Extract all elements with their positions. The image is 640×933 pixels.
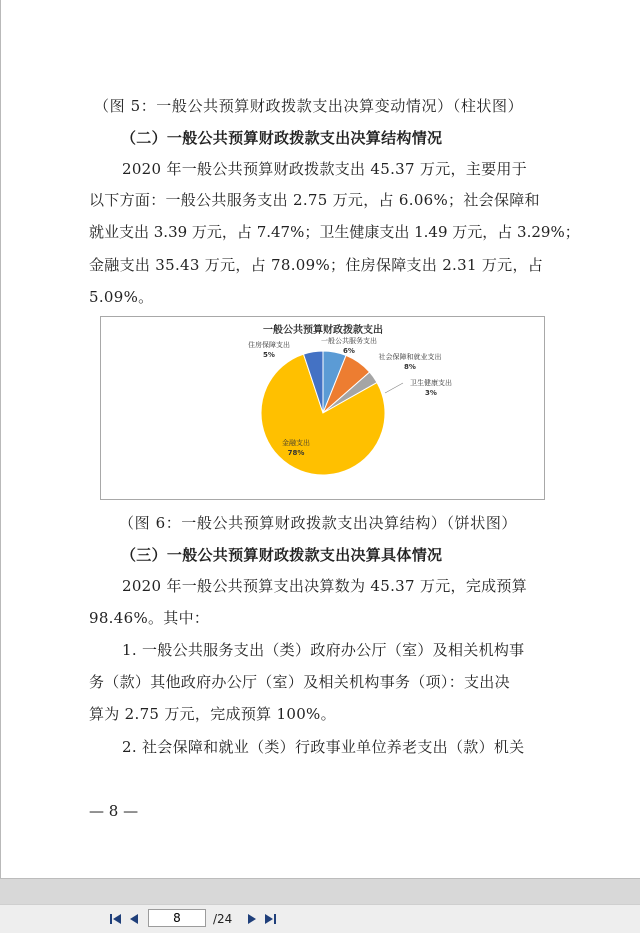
viewer-toolbar	[0, 904, 640, 933]
paragraph-line: 2020 年一般公共预算财政拨款支出 45.37 万元，主要用于	[122, 160, 528, 178]
slice-category-label: 金融支出	[282, 439, 310, 447]
chart-title: 一般公共预算财政拨款支出	[263, 325, 383, 336]
slice-category-label: 一般公共服务支出	[321, 337, 377, 345]
section2-heading: （二）一般公共预算财政拨款支出决算结构情况	[121, 129, 443, 147]
next-page-button[interactable]	[244, 911, 260, 927]
slice-percent-label: 3%	[425, 389, 437, 397]
pie-chart-figure	[100, 316, 545, 500]
paragraph-line: 以下方面：一般公共服务支出 2.75 万元，占 6.06%；社会保障和	[89, 191, 540, 209]
section3-heading: （三）一般公共预算财政拨款支出决算具体情况	[121, 546, 443, 564]
prev-page-button[interactable]	[126, 911, 142, 927]
pie-chart	[101, 317, 544, 499]
last-page-icon	[262, 911, 278, 927]
fig5-caption: （图 5：一般公共预算财政拨款支出决算变动情况）（柱状图）	[94, 97, 524, 115]
page-gap	[0, 878, 640, 905]
fig6-caption: （图 6：一般公共预算财政拨款支出决算结构）（饼状图）	[119, 514, 518, 532]
page-number-footer: — 8 —	[89, 802, 139, 820]
slice-category-label: 社会保障和就业支出	[378, 353, 442, 361]
last-page-button[interactable]	[262, 911, 278, 927]
first-page-button[interactable]	[108, 911, 124, 927]
slice-percent-label: 8%	[404, 363, 416, 371]
slice-category-label: 住房保障支出	[248, 341, 290, 349]
paragraph-line: 金融支出 35.43 万元，占 78.09%；住房保障支出 2.31 万元，占	[89, 256, 544, 274]
paragraph-line: 就业支出 3.39 万元，占 7.47%；卫生健康支出 1.49 万元，占 3.29%；	[89, 223, 580, 241]
slice-percent-label: 5%	[263, 351, 275, 359]
slice-category-label: 卫生健康支出	[410, 379, 452, 387]
page-number-input[interactable]	[148, 909, 206, 927]
paragraph-line: 98.46%。其中：	[89, 609, 210, 627]
paragraph-line: 5.09%。	[89, 288, 154, 306]
first-page-icon	[108, 911, 124, 927]
paragraph-line: 务（款）其他政府办公厅（室）及相关机构事务（项）：支出决	[89, 673, 510, 691]
leader-line	[385, 383, 403, 393]
paragraph-line: 2020 年一般公共预算支出决算数为 45.37 万元，完成预算	[122, 577, 528, 595]
prev-page-icon	[126, 911, 142, 927]
slice-percent-label: 78%	[287, 449, 305, 457]
paragraph-line: 2. 社会保障和就业（类）行政事业单位养老支出（款）机关	[122, 738, 525, 756]
total-pages-label: /24	[213, 912, 233, 926]
slice-percent-label: 6%	[343, 347, 355, 355]
paragraph-line: 算为 2.75 万元，完成预算 100%。	[89, 705, 336, 723]
paragraph-line: 1. 一般公共服务支出（类）政府办公厅（室）及相关机构事	[122, 641, 525, 659]
next-page-icon	[244, 911, 260, 927]
